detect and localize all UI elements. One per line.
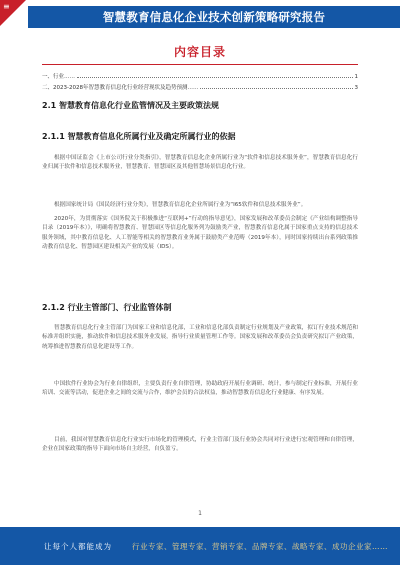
toc-leader [200, 88, 352, 89]
subsection-heading: 2.1.1 智慧教育信息化所属行业及确定所属行业的依据 [42, 132, 236, 141]
paragraph: 根据中国证监会《上市公司行业分类指引》，智慧教育信息化企业所属行业为“软件和信息技术服务业”，智慧教育信息化行业归属于软件和信息技术服务业，智慧教育、智慧园区及其他智慧场景信息化行业。 [42, 155, 358, 171]
footer-slogan: 让每个人都能成为 [44, 542, 112, 551]
page-footer [0, 527, 400, 565]
toc-divider [42, 64, 358, 65]
toc-entry-label: 二、2023-2028年智慧教育信息化行业经营现状及趋势预测…… [42, 85, 199, 91]
toc-entry[interactable] [42, 83, 358, 91]
menu-icon: ≡ [3, 2, 10, 11]
toc-entry-label: 一、行业…… [42, 74, 76, 80]
paragraph: 根据国家统计局《国民经济行业分类》，智慧教育信息化企业所属行业为“I65软件和信息技术服务业”。 [54, 202, 307, 208]
section-heading: 2.1 智慧教育信息化行业监管情况及主要政策法规 [42, 101, 219, 110]
subsection-heading: 2.1.2 行业主管部门、行业监管体制 [42, 303, 172, 312]
toc-entry-page: 1 [354, 74, 358, 80]
paragraph: 中国软件行业协会为行业自律组织，主要负责行业自律管理，协助政府开展行业调研、统计，参与制定行业标准，开展行业培训、交流等活动，促进企业之间的交流与合作，维护会员的合法权益，推动智慧教育信息化行业健康、有序发展。 [42, 381, 358, 397]
page-header [0, 0, 400, 30]
toc-entry-page: 3 [354, 85, 358, 91]
toc-title: 内容目录 [173, 45, 226, 59]
paragraph: 智慧教育信息化行业主管部门为国家工业和信息化部，工业和信息化部负责制定行业规划及产业政策，拟订行业技术规范和标准并组织实施，推动软件和信息技术服务业发展，指导行业质量管理工作等。国家发展和改革委员会负责研究拟订产业政策，统筹推进智慧教育信息化建设等工作。 [42, 325, 358, 350]
page-number: 1 [198, 510, 202, 517]
toc-entry[interactable] [42, 72, 358, 80]
toc-leader [77, 77, 352, 78]
footer-tagline: 行业专家、管理专家、营销专家、品牌专家、战略专家、成功企业家…… [132, 542, 388, 551]
paragraph: 目前，我国对智慧教育信息化行业实行市场化的管理模式，行业主管部门及行业协会共同对行业进行宏观管理和自律管理，企业在国家政策的指导下面向市场自主经营，自负盈亏。 [42, 437, 358, 453]
paragraph: 2020年，为贯彻落实《国务院关于积极推进“互联网+”行动的指导意见》，国家发展和改革委员会制定《产业结构调整指导目录（2019年本）》，明确将智慧教育、智慧园区等信息化服务列为鼓励类产业，智慧教育信息化属于国家重点支持的信息技术服务领域，其中教育信息化、人工智能等相关的智慧教育业务属于鼓励类产业范畴（2019年本），同时国家持续出台系列政策推动教育信息化、智慧园区建设相关产业的发展（IDS）。 [42, 216, 358, 251]
report-title: 智慧教育信息化企业技术创新策略研究报告 [102, 10, 326, 24]
header-bar [28, 6, 400, 28]
